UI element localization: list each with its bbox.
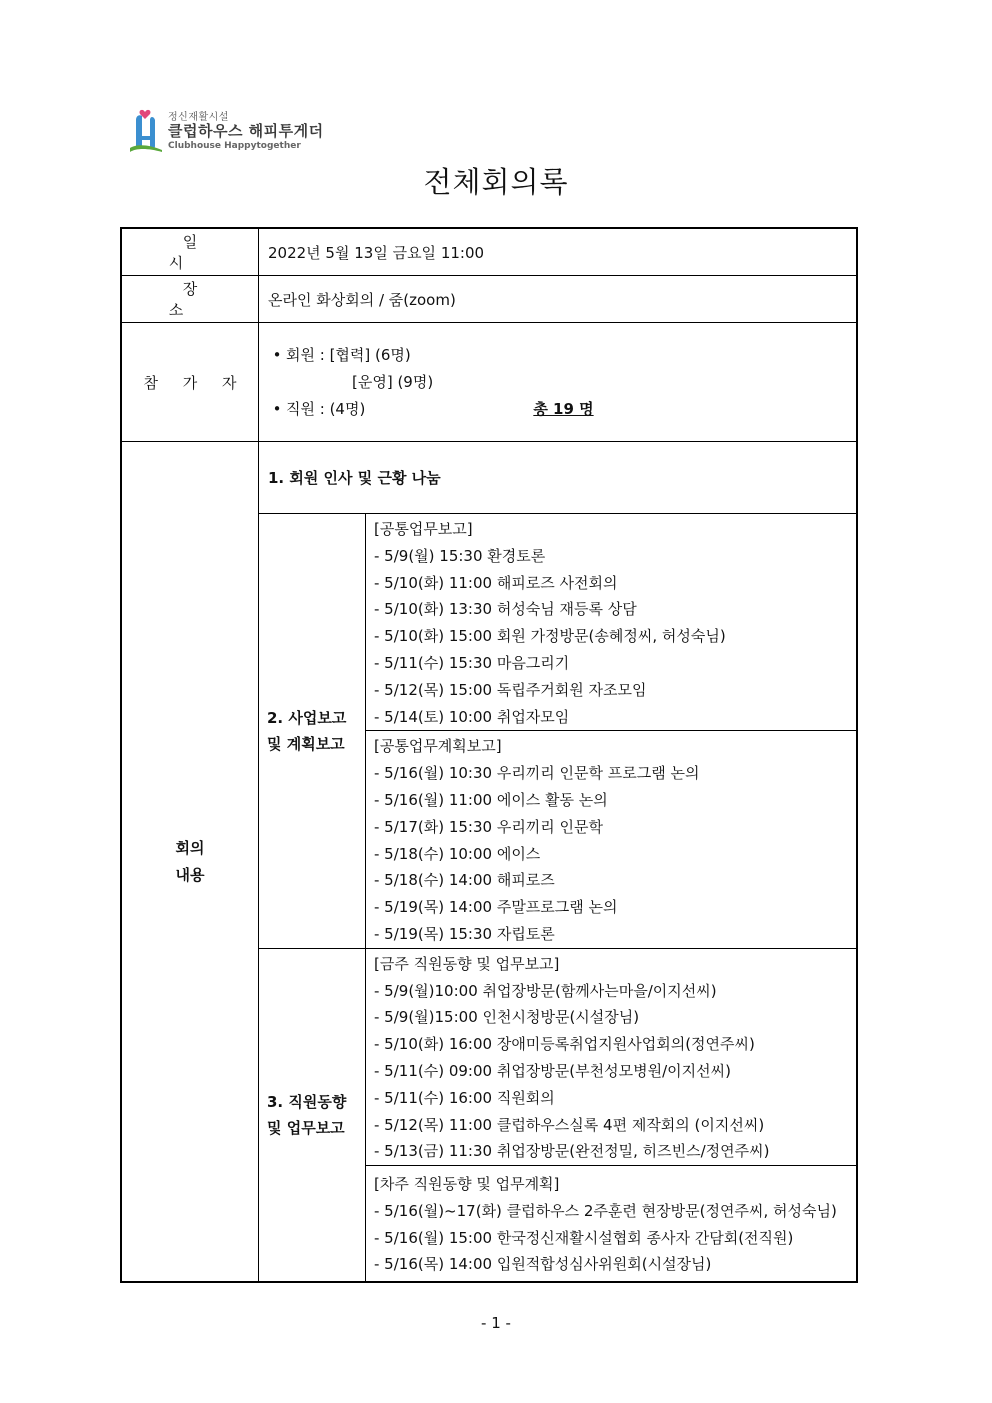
list-item: - 5/19(목) 15:30 자립토론 [374,924,555,943]
list-item: - 5/10(화) 13:30 허성숙님 재등록 상담 [374,600,637,619]
list-item: - 5/12(목) 15:00 독립주거회원 자조모임 [374,680,647,699]
members-group-cooperation: [협력] (6명) [329,345,411,364]
staff-plan-cell [366,1166,858,1283]
common-report-cell [366,514,858,731]
section3-label: 3. 직원동향 및 업무보고 [259,948,366,1282]
organization-logo [128,104,328,156]
staff-plan-list [366,1169,856,1278]
staff-report-heading: [금주 직원동향 및 업무보고] [374,954,560,973]
list-item: - 5/10(화) 11:00 해피로즈 사전회의 [374,573,618,592]
list-item: - 5/14(토) 10:00 취업자모임 [374,707,570,726]
common-plan-list [366,731,856,947]
common-plan-heading: [공통업무계획보고] [374,737,502,756]
minutes-table [120,227,858,1283]
date-label: 일 시 [121,228,259,276]
meeting-content-label: 회의 내용 [121,442,259,1283]
list-item: - 5/11(수) 15:30 마음그리기 [374,653,570,672]
common-report-list [366,514,856,730]
section1-row [121,442,857,514]
list-item: - 5/19(목) 14:00 주말프로그램 논의 [374,898,618,917]
staff-report-cell [366,948,858,1165]
list-item: - 5/16(월) 10:30 우리끼리 인문학 프로그램 논의 [374,764,700,783]
list-item: - 5/10(화) 16:00 장애미등록취업지원사업회의(정연주씨) [374,1035,755,1054]
members-prefix: 회원 : [286,345,330,364]
clubhouse-logo-icon [128,106,164,154]
list-item: - 5/16(목) 14:00 입원적합성심사위원회(시설장님) [374,1255,712,1274]
attendees-value: • 회원 : [협력] (6명) [운영] (9명) • 직원 : (4명) 총 19 명 [259,323,858,442]
attendees-row [121,323,857,442]
list-item: - 5/13(금) 11:30 취업장방문(완전정밀, 히즈빈스/정연주씨) [374,1142,770,1161]
logo-english-name: Clubhouse Happytogether [168,141,301,151]
logo-subtitle: 정신재활시설 [168,112,229,123]
logo-name: 클럽하우스 해피투게더 [168,122,324,140]
place-label: 장 소 [121,276,259,323]
page-number: - 1 - [481,1314,511,1332]
list-item: - 5/16(월) 11:00 에이스 활동 논의 [374,790,608,809]
list-item: - 5/9(월)10:00 취업장방문(함께사는마을/이지선씨) [374,981,717,1000]
list-item: - 5/9(월)15:00 인천시청방문(시설장님) [374,1008,640,1027]
staff-report-list [366,949,856,1165]
members-group-operation: [운영] (9명) [352,372,434,391]
list-item: - 5/16(월) 15:00 한국정신재활시설협회 종사자 간담회(전직원) [374,1228,794,1247]
total-attendees: 총 19 명 [533,399,594,418]
list-item: - 5/18(수) 10:00 에이스 [374,844,541,863]
list-item: - 5/16(월)~17(화) 클럽하우스 2주훈련 현장방문(정연주씨, 허성숙님) [374,1201,837,1220]
place-row [121,276,857,323]
list-item: - 5/18(수) 14:00 해피로즈 [374,871,555,890]
date-value: 2022년 5월 13일 금요일 11:00 [259,228,858,276]
staff-count: 직원 : (4명) [286,399,366,418]
date-row [121,228,857,276]
list-item: - 5/11(수) 16:00 직원회의 [374,1088,555,1107]
list-item: - 5/11(수) 09:00 취업장방문(부천성모병원/이지선씨) [374,1061,731,1080]
section2-label: 2. 사업보고 및 계획보고 [259,514,366,949]
place-value: 온라인 화상회의 / 줌(zoom) [259,276,858,323]
common-plan-cell [366,731,858,948]
attendees-label: 참 가 자 [121,323,259,442]
list-item: - 5/12(목) 11:00 클럽하우스실록 4편 제작회의 (이지선씨) [374,1115,765,1134]
common-report-heading: [공통업무보고] [374,520,473,538]
list-item: - 5/9(월) 15:30 환경토론 [374,546,546,565]
section1-title: 1. 회원 인사 및 근황 나눔 [259,442,858,514]
list-item: - 5/17(화) 15:30 우리끼리 인문학 [374,817,604,836]
staff-plan-heading: [차주 직원동향 및 업무계획] [374,1175,560,1194]
document-title: 전체회의록 [423,165,569,199]
list-item: - 5/10(화) 15:00 회원 가정방문(송혜정씨, 허성숙님) [374,627,726,646]
